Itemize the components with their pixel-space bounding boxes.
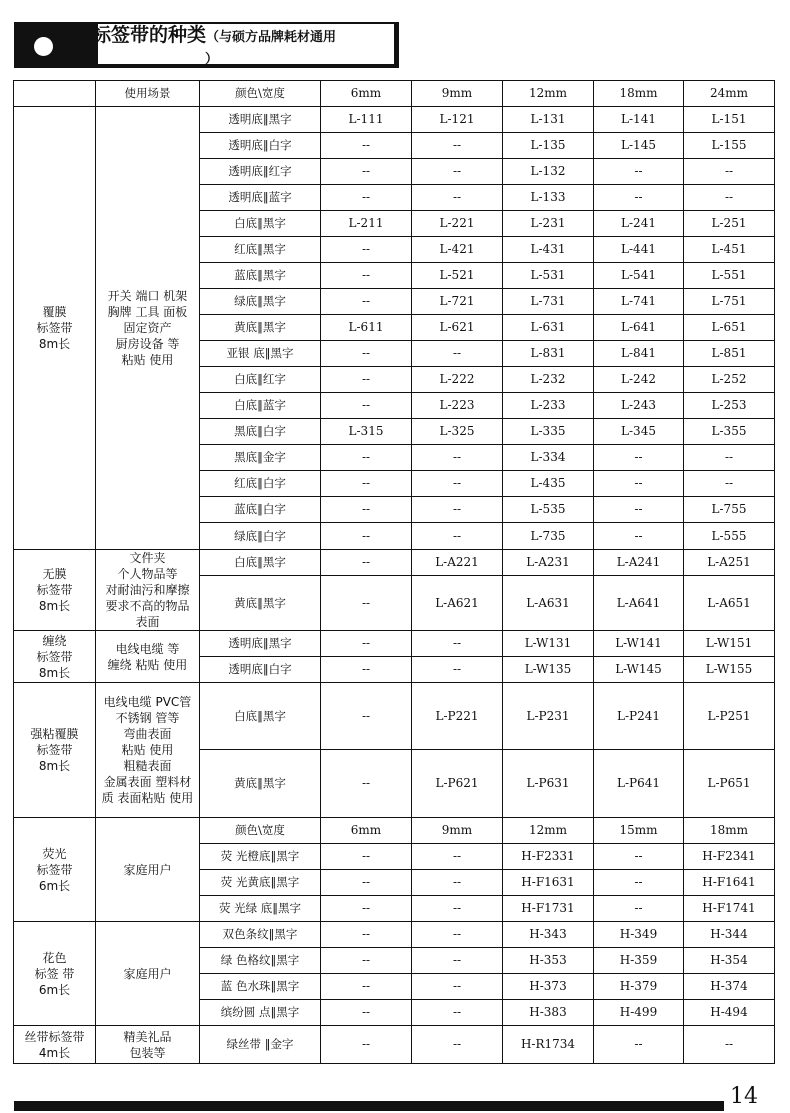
value-cell: -- [321, 497, 412, 523]
value-cell: -- [412, 974, 503, 1000]
scene-cell [96, 922, 200, 1026]
cell-line: 8m长 [38, 599, 71, 613]
value-cell: L-831 [503, 341, 594, 367]
value-cell: H-359 [594, 948, 684, 974]
value-cell: H-F1631 [503, 870, 594, 896]
value-cell: -- [684, 185, 775, 211]
value-cell: H-494 [684, 1000, 775, 1026]
cell-line: 标签 带 [34, 966, 75, 981]
cell-line: 标签带 [36, 649, 73, 664]
color-cell: 透明底‖白字 [200, 657, 321, 683]
value-cell: -- [412, 657, 503, 683]
category-cell [14, 818, 96, 922]
value-cell: L-W151 [684, 631, 775, 657]
cell-line: 强粘覆膜 [30, 727, 79, 741]
value-cell: L-132 [503, 159, 594, 185]
value-cell: L-223 [412, 393, 503, 419]
color-cell: 缤纷圆 点‖黑字 [200, 1000, 321, 1026]
cell-line: 8m长 [38, 665, 71, 680]
value-cell: L-P251 [684, 683, 775, 750]
value-cell: L-A251 [684, 550, 775, 576]
value-cell: -- [321, 896, 412, 922]
value-cell: -- [684, 445, 775, 471]
cell-line: 质 表面粘贴 使用 [101, 791, 194, 805]
category-cell [14, 922, 96, 1026]
value-cell: L-131 [503, 107, 594, 133]
sub-header-width: 15mm [594, 818, 684, 844]
sub-header-width: 6mm [321, 818, 412, 844]
table-header-row [14, 81, 775, 107]
footer-bar [14, 1101, 724, 1111]
cell-line: 家庭用户 [123, 862, 172, 877]
cell-line: 花色 [42, 950, 67, 965]
value-cell: -- [321, 576, 412, 631]
cell-line: 标签带 [36, 583, 73, 597]
value-cell: -- [594, 445, 684, 471]
color-cell: 白底‖蓝字 [200, 393, 321, 419]
scene-cell [96, 107, 200, 550]
value-cell: L-141 [594, 107, 684, 133]
cell-line: 缠绕 [42, 633, 67, 648]
value-cell: L-541 [594, 263, 684, 289]
value-cell: L-651 [684, 315, 775, 341]
value-cell: L-335 [503, 419, 594, 445]
value-cell: -- [321, 185, 412, 211]
value-cell: H-374 [684, 974, 775, 1000]
color-cell: 透明底‖红字 [200, 159, 321, 185]
cell-line: 丝带标签带 [24, 1029, 85, 1044]
scene-cell [96, 818, 200, 922]
value-cell: L-451 [684, 237, 775, 263]
color-cell: 红底‖白字 [200, 471, 321, 497]
value-cell: L-851 [684, 341, 775, 367]
color-cell: 透明底‖黑字 [200, 631, 321, 657]
value-cell: -- [321, 445, 412, 471]
cell-line: 表面 [135, 615, 160, 629]
cell-line: 标签带 [36, 862, 73, 877]
value-cell: -- [321, 631, 412, 657]
value-cell: L-431 [503, 237, 594, 263]
value-cell: L-355 [684, 419, 775, 445]
cell-line: 缠绕 粘贴 使用 [107, 657, 188, 672]
value-cell: -- [684, 471, 775, 497]
value-cell: H-379 [594, 974, 684, 1000]
color-cell: 荧 光黄底‖黑字 [200, 870, 321, 896]
value-cell: H-373 [503, 974, 594, 1000]
value-cell: L-P631 [503, 750, 594, 818]
value-cell: -- [412, 523, 503, 550]
category-cell [14, 107, 96, 550]
table-row [14, 107, 775, 133]
header-width: 18mm [594, 81, 684, 107]
value-cell: L-325 [412, 419, 503, 445]
scene-cell [96, 1026, 200, 1064]
value-cell: L-A231 [503, 550, 594, 576]
value-cell: L-345 [594, 419, 684, 445]
sub-header-row [14, 818, 775, 844]
value-cell: L-P641 [594, 750, 684, 818]
value-cell: H-354 [684, 948, 775, 974]
value-cell: L-W135 [503, 657, 594, 683]
value-cell: L-731 [503, 289, 594, 315]
color-cell: 绿底‖黑字 [200, 289, 321, 315]
color-cell: 白底‖黑字 [200, 550, 321, 576]
value-cell: L-421 [412, 237, 503, 263]
value-cell: L-555 [684, 523, 775, 550]
color-cell: 黄底‖黑字 [200, 576, 321, 631]
value-cell: L-641 [594, 315, 684, 341]
cell-line: 弯曲表面 [123, 727, 172, 741]
cell-line: 无膜 [42, 567, 67, 581]
value-cell: L-841 [594, 341, 684, 367]
value-cell: L-232 [503, 367, 594, 393]
value-cell: -- [321, 750, 412, 818]
cell-line: 精美礼品 [123, 1029, 172, 1044]
color-cell: 荧 光橙底‖黑字 [200, 844, 321, 870]
scene-cell [96, 683, 200, 818]
sub-header-width: 9mm [412, 818, 503, 844]
value-cell: L-531 [503, 263, 594, 289]
value-cell: -- [321, 393, 412, 419]
cell-line: 文件夹 [129, 551, 166, 565]
value-cell: -- [412, 631, 503, 657]
cell-line: 要求不高的物品 [105, 599, 190, 613]
value-cell: L-A641 [594, 576, 684, 631]
value-cell: L-253 [684, 393, 775, 419]
value-cell: H-F2331 [503, 844, 594, 870]
color-cell: 蓝 色水珠‖黑字 [200, 974, 321, 1000]
value-cell: -- [321, 657, 412, 683]
value-cell: -- [684, 1026, 775, 1064]
scene-cell [96, 550, 200, 631]
value-cell: -- [321, 844, 412, 870]
value-cell: L-A221 [412, 550, 503, 576]
cell-line: 荧光 [42, 846, 67, 861]
color-cell: 双色条纹‖黑字 [200, 922, 321, 948]
color-cell: 绿底‖白字 [200, 523, 321, 550]
bullet-icon [34, 37, 53, 56]
sub-header-color-width: 颜色\宽度 [200, 818, 321, 844]
cell-line: 标签带 [36, 321, 73, 335]
color-cell: 白底‖红字 [200, 367, 321, 393]
value-cell: -- [321, 1026, 412, 1064]
value-cell: -- [594, 523, 684, 550]
value-cell: -- [412, 185, 503, 211]
value-cell: -- [321, 948, 412, 974]
value-cell: L-W155 [684, 657, 775, 683]
header-scene: 使用场景 [96, 81, 200, 107]
value-cell: L-151 [684, 107, 775, 133]
value-cell: L-P221 [412, 683, 503, 750]
value-cell: -- [412, 1000, 503, 1026]
value-cell: L-W145 [594, 657, 684, 683]
value-cell: L-135 [503, 133, 594, 159]
cell-line: 8m长 [38, 759, 71, 773]
cell-line: 标签带 [36, 743, 73, 757]
value-cell: L-W131 [503, 631, 594, 657]
value-cell: L-221 [412, 211, 503, 237]
cell-line: 4m长 [38, 1045, 71, 1060]
value-cell: L-222 [412, 367, 503, 393]
value-cell: L-252 [684, 367, 775, 393]
color-cell: 黄底‖黑字 [200, 750, 321, 818]
value-cell: L-241 [594, 211, 684, 237]
value-cell: -- [594, 896, 684, 922]
color-cell: 黄底‖黑字 [200, 315, 321, 341]
cell-line: 电线电缆 PVC管 [103, 695, 192, 709]
value-cell: H-F1741 [684, 896, 775, 922]
cell-line: 胸牌 工具 面板 [107, 305, 188, 319]
header-width: 6mm [321, 81, 412, 107]
title-text: 标签带的种类 [92, 24, 207, 46]
value-cell: H-349 [594, 922, 684, 948]
scene-cell [96, 631, 200, 683]
value-cell: L-P231 [503, 683, 594, 750]
value-cell: -- [594, 497, 684, 523]
header-width: 9mm [412, 81, 503, 107]
value-cell: -- [412, 870, 503, 896]
value-cell: -- [412, 948, 503, 974]
value-cell: L-233 [503, 393, 594, 419]
value-cell: L-231 [503, 211, 594, 237]
value-cell: L-W141 [594, 631, 684, 657]
value-cell: L-111 [321, 107, 412, 133]
header-width: 24mm [684, 81, 775, 107]
cell-line: 粘贴 使用 [121, 743, 174, 757]
cell-line: 粗糙表面 [123, 759, 172, 773]
header-width: 12mm [503, 81, 594, 107]
color-cell: 黑底‖金字 [200, 445, 321, 471]
value-cell: L-251 [684, 211, 775, 237]
color-cell: 绿 色格纹‖黑字 [200, 948, 321, 974]
cell-line: 不锈钢 管等 [115, 711, 180, 725]
value-cell: -- [321, 870, 412, 896]
value-cell: -- [412, 896, 503, 922]
color-cell: 白底‖黑字 [200, 683, 321, 750]
value-cell: -- [321, 263, 412, 289]
title-subtitle: （与硕方品牌耗材通用 [206, 30, 337, 45]
cell-line: 对耐油污和摩擦 [105, 583, 190, 597]
value-cell: L-P651 [684, 750, 775, 818]
value-cell: H-R1734 [503, 1026, 594, 1064]
color-cell: 亚银 底‖黑字 [200, 341, 321, 367]
value-cell: L-211 [321, 211, 412, 237]
value-cell: -- [594, 159, 684, 185]
value-cell: -- [684, 159, 775, 185]
table-row [14, 1026, 775, 1064]
value-cell: H-383 [503, 1000, 594, 1026]
value-cell: L-621 [412, 315, 503, 341]
color-cell: 荧 光绿 底‖黑字 [200, 896, 321, 922]
page-title [92, 24, 336, 49]
value-cell: -- [594, 471, 684, 497]
value-cell: L-A651 [684, 576, 775, 631]
value-cell: -- [412, 445, 503, 471]
value-cell: -- [321, 133, 412, 159]
color-cell: 红底‖黑字 [200, 237, 321, 263]
category-cell [14, 683, 96, 818]
value-cell: L-741 [594, 289, 684, 315]
cell-line: 8m长 [38, 337, 71, 351]
value-cell: -- [412, 341, 503, 367]
color-cell: 黑底‖白字 [200, 419, 321, 445]
value-cell: -- [321, 683, 412, 750]
cell-line: 家庭用户 [123, 966, 172, 981]
value-cell: L-P241 [594, 683, 684, 750]
value-cell: H-353 [503, 948, 594, 974]
value-cell: L-751 [684, 289, 775, 315]
value-cell: L-A631 [503, 576, 594, 631]
category-cell [14, 550, 96, 631]
value-cell: -- [412, 159, 503, 185]
value-cell: H-343 [503, 922, 594, 948]
value-cell: L-155 [684, 133, 775, 159]
value-cell: L-435 [503, 471, 594, 497]
value-cell: L-A241 [594, 550, 684, 576]
value-cell: L-242 [594, 367, 684, 393]
table-row [14, 631, 775, 657]
value-cell: H-F2341 [684, 844, 775, 870]
color-cell: 透明底‖黑字 [200, 107, 321, 133]
value-cell: -- [321, 523, 412, 550]
value-cell: L-121 [412, 107, 503, 133]
value-cell: L-243 [594, 393, 684, 419]
value-cell: L-441 [594, 237, 684, 263]
color-cell: 蓝底‖黑字 [200, 263, 321, 289]
cell-line: 个人物品等 [117, 567, 178, 581]
value-cell: -- [594, 870, 684, 896]
cell-line: 厨房设备 等 [115, 337, 180, 351]
value-cell: -- [412, 471, 503, 497]
value-cell: L-315 [321, 419, 412, 445]
table-row [14, 550, 775, 576]
value-cell: -- [321, 237, 412, 263]
value-cell: -- [321, 550, 412, 576]
value-cell: H-F1731 [503, 896, 594, 922]
page-number: 14 [730, 1084, 758, 1109]
category-cell [14, 1026, 96, 1064]
cell-line: 6m长 [38, 878, 71, 893]
value-cell: H-499 [594, 1000, 684, 1026]
cell-line: 固定资产 [123, 321, 172, 335]
value-cell: L-A621 [412, 576, 503, 631]
value-cell: -- [594, 1026, 684, 1064]
value-cell: -- [594, 844, 684, 870]
sub-header-width: 12mm [503, 818, 594, 844]
value-cell: -- [412, 844, 503, 870]
value-cell: -- [412, 1026, 503, 1064]
category-cell [14, 631, 96, 683]
value-cell: L-145 [594, 133, 684, 159]
color-cell: 绿丝带 ‖金字 [200, 1026, 321, 1064]
sub-header-width: 18mm [684, 818, 775, 844]
title-subtitle-end: ） [205, 52, 219, 67]
value-cell: -- [321, 367, 412, 393]
value-cell: -- [321, 471, 412, 497]
label-tape-table [13, 80, 775, 1064]
value-cell: L-611 [321, 315, 412, 341]
value-cell: L-735 [503, 523, 594, 550]
value-cell: H-F1641 [684, 870, 775, 896]
cell-line: 电线电缆 等 [115, 641, 180, 656]
value-cell: -- [321, 922, 412, 948]
value-cell: -- [412, 497, 503, 523]
value-cell: L-334 [503, 445, 594, 471]
color-cell: 白底‖黑字 [200, 211, 321, 237]
cell-line: 金属表面 塑料材 [103, 775, 192, 789]
header-blank [14, 81, 96, 107]
value-cell: L-551 [684, 263, 775, 289]
color-cell: 透明底‖白字 [200, 133, 321, 159]
value-cell: -- [412, 133, 503, 159]
value-cell: H-344 [684, 922, 775, 948]
value-cell: -- [594, 185, 684, 211]
cell-line: 6m长 [38, 982, 71, 997]
value-cell: L-P621 [412, 750, 503, 818]
value-cell: -- [412, 922, 503, 948]
color-cell: 蓝底‖白字 [200, 497, 321, 523]
cell-line: 开关 端口 机架 [107, 289, 188, 303]
cell-line: 覆膜 [42, 305, 67, 319]
table-row [14, 922, 775, 948]
value-cell: L-535 [503, 497, 594, 523]
value-cell: -- [321, 974, 412, 1000]
value-cell: -- [321, 289, 412, 315]
value-cell: -- [321, 341, 412, 367]
value-cell: -- [321, 159, 412, 185]
value-cell: L-721 [412, 289, 503, 315]
value-cell: L-755 [684, 497, 775, 523]
value-cell: L-631 [503, 315, 594, 341]
value-cell: L-521 [412, 263, 503, 289]
table-row [14, 683, 775, 750]
value-cell: L-133 [503, 185, 594, 211]
color-cell: 透明底‖蓝字 [200, 185, 321, 211]
header-color-width: 颜色\宽度 [200, 81, 321, 107]
cell-line: 包装等 [129, 1045, 166, 1060]
value-cell: -- [321, 1000, 412, 1026]
cell-line: 粘贴 使用 [121, 353, 174, 367]
